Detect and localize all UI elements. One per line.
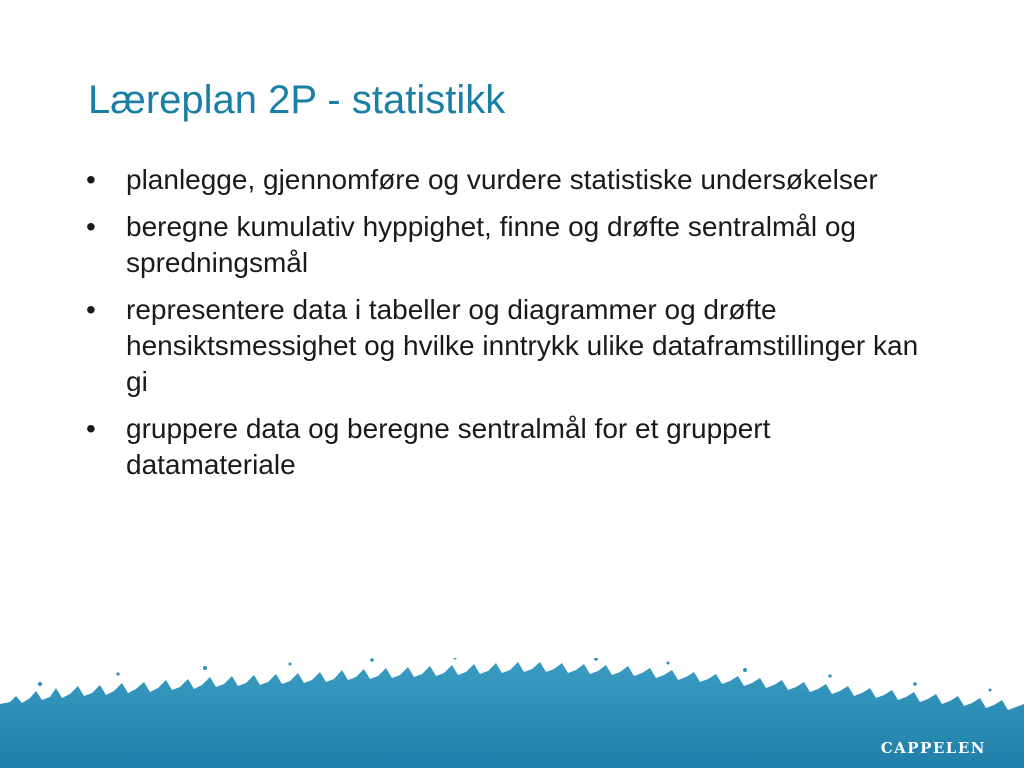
splash-band-icon: [0, 658, 1024, 768]
bullet-item: [84, 162, 944, 198]
bullet-icon: •: [86, 164, 96, 195]
bullet-icon: •: [86, 294, 96, 325]
footer-band: [0, 658, 1024, 768]
bullet-item: [84, 411, 944, 483]
bullet-text: gruppere data og beregne sentralmål for et gruppert datamateriale: [126, 413, 771, 480]
bullet-item: [84, 292, 944, 400]
bullet-text: beregne kumulativ hyppighet, finne og drøfte sentralmål og spredningsmål: [126, 211, 856, 278]
bullet-text: representere data i tabeller og diagrammer og drøfte hensiktsmessighet og hvilke inntrykk ulike dataframstillinger kan gi: [126, 294, 919, 397]
brand-logo: CAPPELEN: [880, 739, 986, 757]
bullet-item: [84, 209, 944, 281]
bullet-icon: •: [86, 211, 96, 242]
bullet-icon: •: [86, 413, 96, 444]
slide-title: Læreplan 2P - statistikk: [88, 78, 506, 122]
bullet-list: [84, 162, 944, 494]
bullet-text: planlegge, gjennomføre og vurdere statistiske undersøkelser: [126, 164, 878, 195]
